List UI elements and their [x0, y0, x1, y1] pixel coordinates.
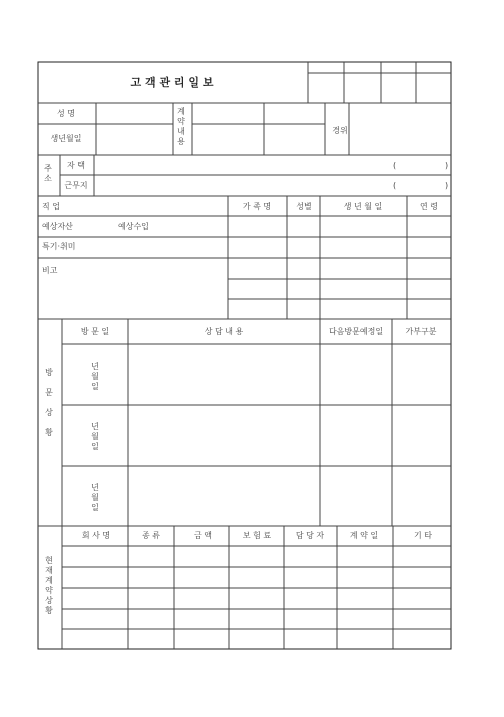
visit-date-row-1: 년 월 일 — [91, 362, 99, 391]
address-label: 주 소 — [44, 164, 52, 183]
birthdate-label: 생년월일 — [50, 134, 82, 143]
agent-header: 담 당 자 — [295, 531, 325, 540]
age-header: 연 령 — [420, 202, 438, 211]
decision-header: 가부구분 — [405, 327, 437, 336]
visit-date-row-2: 년 월 일 — [91, 422, 99, 451]
current-contracts-label: 현 재 계 약 상 황 — [45, 556, 53, 615]
contract-date-header: 계 약 일 — [349, 531, 379, 540]
gender-header: 성별 — [296, 202, 312, 211]
work-address-label: 근무지 — [64, 181, 88, 190]
family-birthdate-header: 생 년 월 일 — [343, 202, 383, 211]
home-address-label: 자 택 — [67, 161, 85, 170]
family-name-header: 가 족 명 — [242, 202, 272, 211]
home-zip-paren-close: ) — [445, 161, 449, 170]
form-title: 고 객 관 리 일 보 — [130, 76, 214, 89]
contract-type-header: 종 류 — [142, 531, 160, 540]
work-zip-paren-close: ) — [445, 181, 449, 190]
contract-details-label: 계 약 내 용 — [177, 107, 185, 146]
visit-status-label: 방 문 상 황 — [45, 368, 53, 437]
amount-header: 금 액 — [194, 531, 212, 540]
visit-date-header: 방 문 일 — [80, 327, 110, 336]
hobby-label: 특기·취미 — [42, 242, 76, 251]
expected-income-label: 예상수입 — [118, 222, 149, 231]
other-header: 기 타 — [414, 531, 432, 540]
premium-header: 보 험 료 — [242, 531, 272, 540]
visit-date-row-3: 년 월 일 — [91, 483, 99, 512]
history-label: 경위 — [332, 126, 348, 135]
consultation-content-header: 상 담 내 용 — [204, 327, 244, 336]
name-label: 성 명 — [57, 109, 75, 118]
home-zip-paren-open: ( — [393, 161, 397, 170]
expected-assets-label: 예상자산 — [42, 222, 73, 231]
next-visit-date-header: 다음방문예정일 — [328, 327, 384, 336]
notes-label: 비고 — [42, 266, 58, 275]
company-name-header: 회 사 명 — [81, 531, 111, 540]
job-label: 직 업 — [42, 202, 60, 211]
form-outer-border — [38, 62, 451, 649]
work-zip-paren-open: ( — [393, 181, 397, 190]
